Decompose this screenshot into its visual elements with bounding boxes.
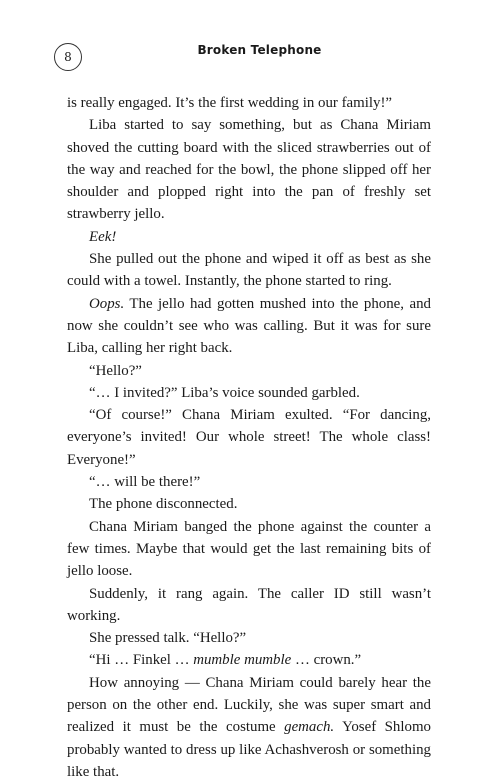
paragraph: [67, 92, 431, 114]
italic-text: mumble mumble: [193, 652, 292, 669]
text-run: “Of course!” Chana Miriam exulted. “For dancing, everyone’s invited! Our whole street! The whole class! Everyone!”: [67, 407, 431, 468]
paragraph: [67, 649, 431, 671]
text-run: “Hello?”: [89, 362, 142, 379]
running-title: Broken Telephone: [197, 43, 322, 57]
paragraph: [67, 382, 431, 404]
paragraph: [67, 293, 431, 360]
text-run: She pulled out the phone and wiped it off as best as she could with a towel. Instantly, the phone started to ring.: [67, 251, 431, 290]
text-run: Suddenly, it rang again. The caller ID still wasn’t working.: [67, 585, 431, 624]
text-run: Liba started to say something, but as Chana Miriam shoved the cutting board with the sliced strawberries out of the way and reached for the bowl, the phone slipped off her shoulder and plopped right into the pan of freshly set strawberry jello.: [67, 117, 431, 223]
text-run: “… I invited?” Liba’s voice sounded garbled.: [89, 384, 360, 401]
text-run: The jello had gotten mushed into the phone, and now she couldn’t see who was calling. But it was for sure Liba, calling her right back.: [67, 295, 431, 357]
text-run: “… will be there!”: [89, 474, 201, 491]
paragraph: [67, 583, 431, 628]
page-number: 8: [54, 43, 82, 71]
paragraph: [67, 226, 431, 248]
body-text: [67, 92, 431, 783]
paragraph: [67, 404, 431, 471]
text-run: Chana Miriam banged the phone against the counter a few times. Maybe that would get the last remaining bits of jello loose.: [67, 518, 431, 580]
italic-text: Oops.: [89, 295, 125, 312]
paragraph: [67, 672, 431, 783]
paragraph: [67, 493, 431, 515]
italic-text: Eek!: [89, 228, 117, 245]
text-run: “Hi … Finkel …: [89, 652, 194, 669]
paragraph: [67, 627, 431, 649]
paragraph: [67, 114, 431, 225]
text-run: … crown.”: [291, 652, 362, 669]
text-run: is really engaged. It’s the first wedding in our family!”: [67, 95, 393, 111]
text-run: How annoying — Chana Miriam could barely hear the person on the other end. Luckily, she was super smart and realized it must be the costume: [67, 674, 431, 736]
italic-text: gemach.: [284, 719, 335, 736]
text-run: The phone disconnected.: [89, 496, 238, 513]
paragraph: [67, 471, 431, 493]
text-run: She pressed talk. “Hello?”: [89, 630, 247, 647]
text-run: Yosef Shlomo probably wanted to dress up like Achashverosh or something like that.: [67, 719, 431, 780]
paragraph: [67, 360, 431, 382]
paragraph: [67, 248, 431, 293]
paragraph: [67, 516, 431, 583]
